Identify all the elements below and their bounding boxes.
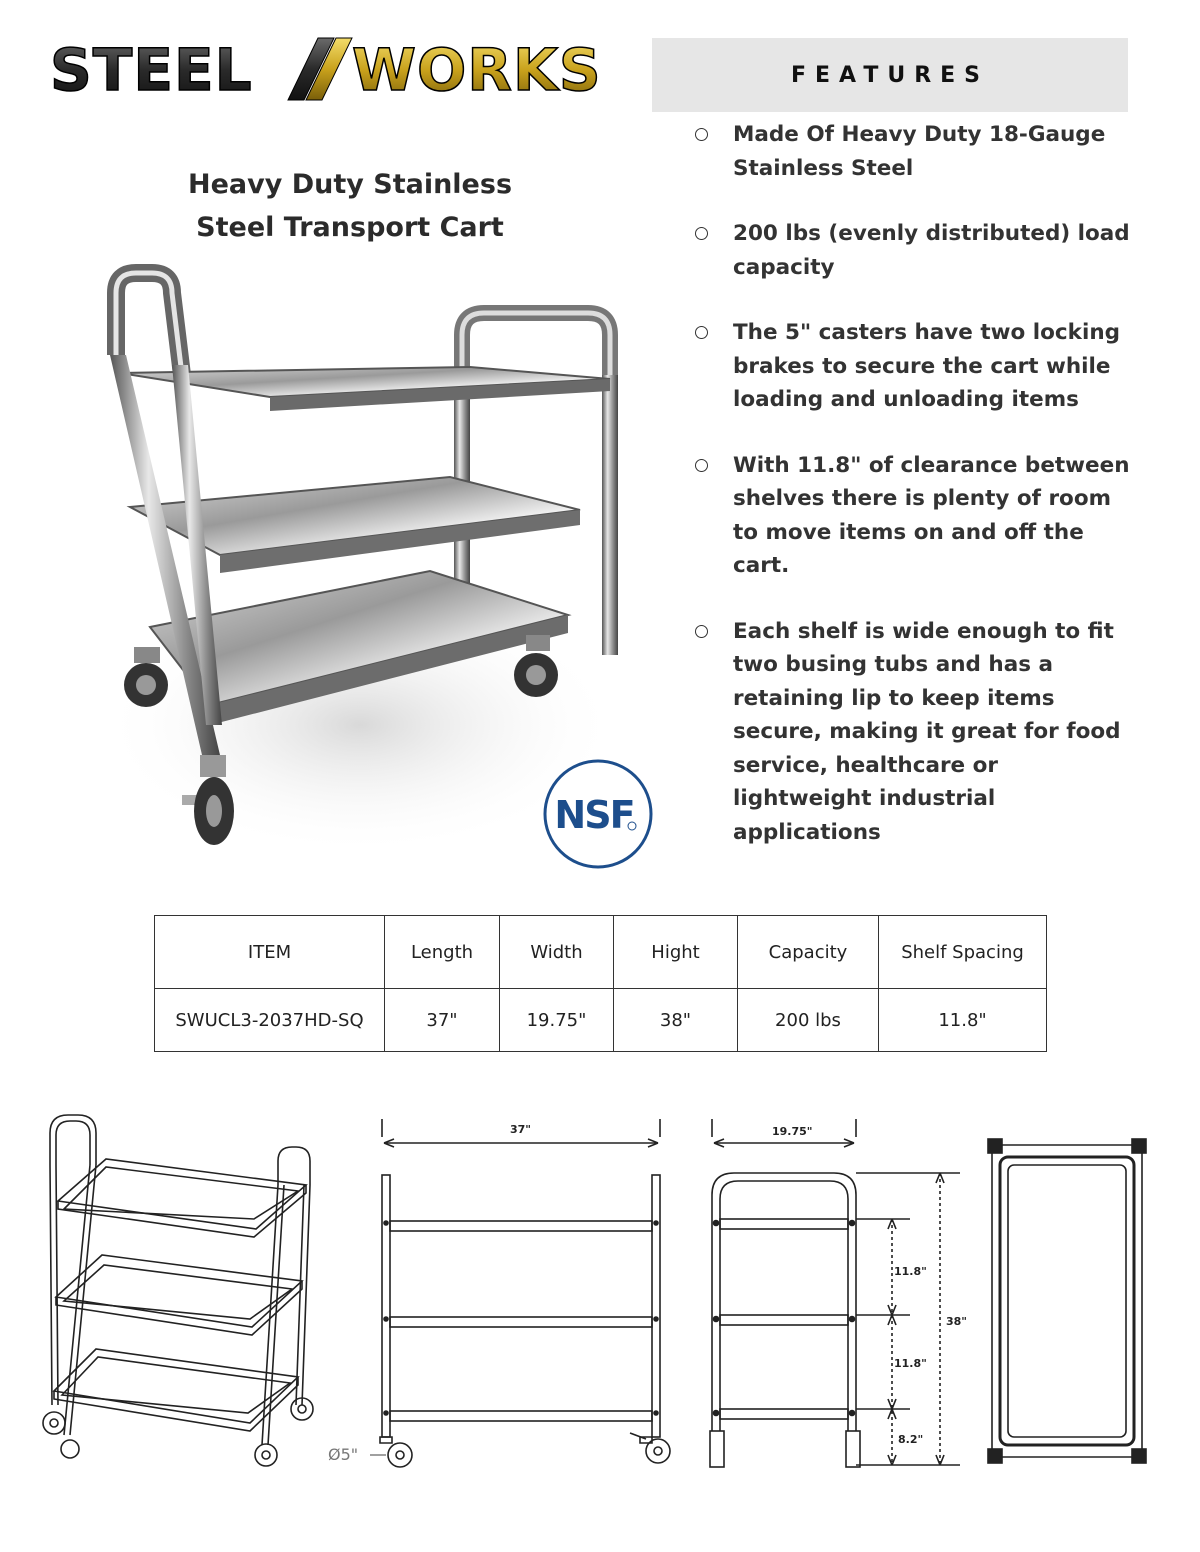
- bullet-icon: [695, 227, 708, 240]
- table-cell: 11.8": [879, 989, 1047, 1052]
- dim-shelf-gap-2: 11.8": [894, 1357, 927, 1370]
- nsf-label: NSF: [554, 793, 634, 837]
- product-title-line1: Heavy Duty Stainless: [187, 169, 513, 200]
- dim-caster-diameter: Ø5": [328, 1445, 359, 1464]
- logo-slash-icon: [288, 38, 352, 100]
- product-title: [120, 163, 580, 249]
- table-cell: SWUCL3-2037HD-SQ: [155, 989, 385, 1052]
- side-view-drawing: [710, 1119, 967, 1467]
- features-heading: FEATURES: [790, 62, 990, 88]
- table-header-cell: Length: [385, 916, 500, 989]
- table-row: [155, 989, 1047, 1052]
- bullet-icon: [695, 625, 708, 638]
- table-header-row: [155, 916, 1047, 989]
- feature-item: Each shelf is wide enough to fit two busing tubs and has a retaining lip to keep items secure, making it great for food service, healthcare or lightweight industrial applications: [695, 615, 1135, 850]
- nsf-certification-logo: [542, 758, 654, 870]
- bullet-icon: [695, 128, 708, 141]
- table-header-cell: Hight: [614, 916, 738, 989]
- dim-length: 37": [510, 1123, 532, 1136]
- table-header-cell: ITEM: [155, 916, 385, 989]
- table-cell: 38": [614, 989, 738, 1052]
- bullet-icon: [695, 326, 708, 339]
- top-view-drawing: [988, 1139, 1146, 1463]
- feature-item: The 5" casters have two locking brakes to secure the cart while loading and unloading items: [695, 316, 1135, 417]
- table-header-cell: Shelf Spacing: [879, 916, 1047, 989]
- bullet-icon: [695, 459, 708, 472]
- table-header-cell: Width: [500, 916, 614, 989]
- feature-item: 200 lbs (evenly distributed) load capacity: [695, 217, 1135, 284]
- logo-works-text: WORKS: [352, 36, 602, 104]
- product-title-line2: Steel Transport Cart: [196, 212, 504, 243]
- dim-total-height: 38": [946, 1315, 968, 1328]
- table-cell: 37": [385, 989, 500, 1052]
- features-header: [652, 38, 1128, 112]
- feature-item: Made Of Heavy Duty 18-Gauge Stainless Steel: [695, 118, 1135, 185]
- isometric-drawing: [43, 1115, 313, 1466]
- feature-item: With 11.8" of clearance between shelves there is plenty of room to move items on and off the cart.: [695, 449, 1135, 583]
- dim-bottom-clearance: 8.2": [898, 1433, 924, 1446]
- dim-width: 19.75": [772, 1125, 813, 1138]
- dim-shelf-gap-1: 11.8": [894, 1265, 927, 1278]
- table-cell: 19.75": [500, 989, 614, 1052]
- table-cell: 200 lbs: [738, 989, 879, 1052]
- spec-table: [154, 915, 1047, 1052]
- front-view-drawing: [328, 1119, 670, 1467]
- brand-logo: [50, 30, 630, 110]
- logo-steel-text: STEEL: [50, 36, 253, 104]
- features-list: [695, 118, 1135, 881]
- technical-drawings: [30, 1105, 1170, 1485]
- table-header-cell: Capacity: [738, 916, 879, 989]
